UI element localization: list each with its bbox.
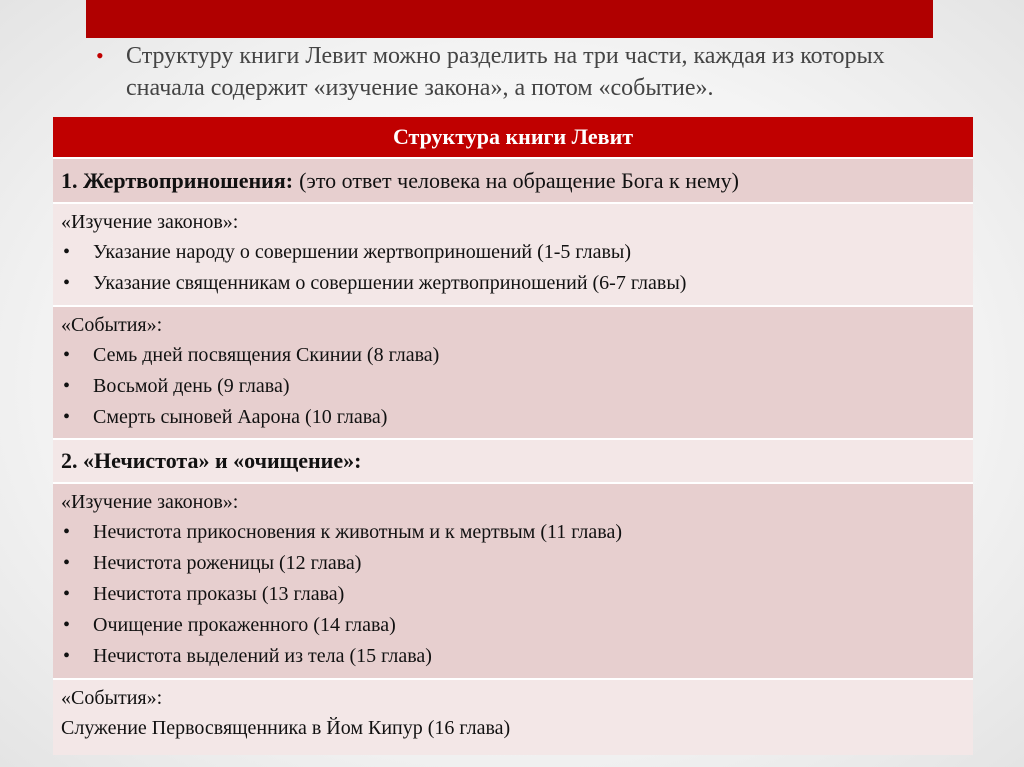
- intro-paragraph: [96, 40, 936, 104]
- list-item: • Восьмой день (9 глава): [61, 371, 965, 402]
- list-item: • Смерть сыновей Аарона (10 глава): [61, 402, 965, 433]
- part2-laws-row: [53, 484, 973, 680]
- list-item: • Указание народу о совершении жертвоприношений (1-5 главы): [61, 237, 965, 268]
- part1-note: (это ответ человека на обращение Бога к нему): [299, 167, 739, 193]
- part2-events-row: [53, 680, 973, 755]
- part2-laws-label: «Изучение законов»:: [61, 491, 239, 513]
- part1-heading: 1. Жертвоприношения:: [61, 167, 294, 193]
- intro-text: Структуру книги Левит можно разделить на три части, каждая из которых сначала содержит «изучение закона», а потом «событие».: [126, 43, 885, 101]
- part2-laws-list: [61, 517, 965, 672]
- part1-events-label: «События»:: [61, 314, 163, 336]
- list-item: • Очищение прокаженного (14 глава): [61, 610, 965, 641]
- part1-events-list: [61, 340, 965, 433]
- structure-table: [53, 117, 973, 755]
- table-title: Структура книги Левит: [53, 117, 973, 159]
- list-item: • Семь дней посвящения Скинии (8 глава): [61, 340, 965, 371]
- part1-laws-label: «Изучение законов»:: [61, 211, 239, 233]
- part1-heading-row: [53, 159, 973, 204]
- list-item: • Нечистота выделений из тела (15 глава): [61, 641, 965, 672]
- list-item: • Нечистота прикосновения к животным и к мертвым (11 глава): [61, 517, 965, 548]
- list-item: • Указание священникам о совершении жертвоприношений (6-7 главы): [61, 268, 965, 299]
- part2-heading-row: [53, 440, 973, 484]
- part2-events-label: «События»:: [61, 687, 163, 709]
- part2-events-text: Служение Первосвященника в Йом Кипур (16 глава): [61, 717, 511, 739]
- part1-laws-list: [61, 237, 965, 299]
- part1-events-row: [53, 307, 973, 440]
- part1-laws-row: [53, 204, 973, 307]
- bullet-icon: •: [96, 43, 104, 68]
- top-accent-bar: [86, 0, 933, 38]
- list-item: • Нечистота проказы (13 глава): [61, 579, 965, 610]
- part2-heading: 2. «Нечистота» и «очищение»:: [61, 448, 362, 473]
- list-item: • Нечистота роженицы (12 глава): [61, 548, 965, 579]
